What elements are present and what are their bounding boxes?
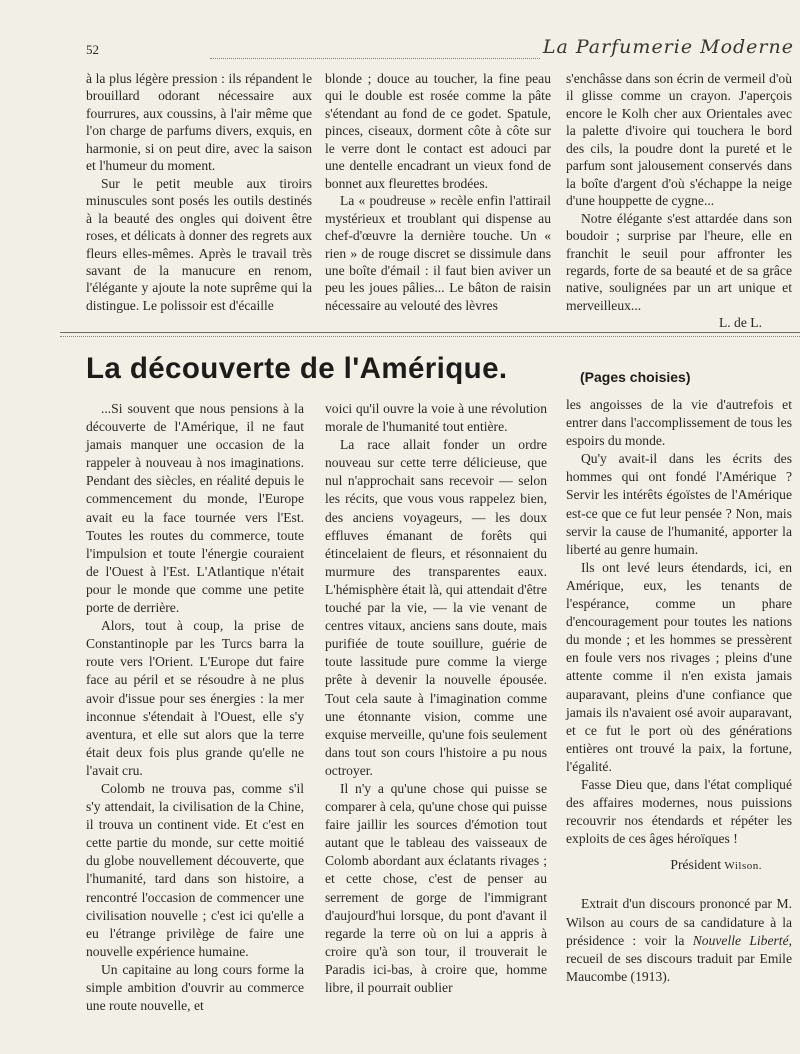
paragraph: s'enchâsse dans son écrin de vermeil d'où il glisse comme un crayon. J'aperçois encore le Kolh cher aux Orientales avec la palette d'ivoire qui touchera le bord des cils, la poudre dont la pureté et le parfum sont jalousement conservés dans la boîte d'argent d'où s'échappe la neige d'une houppette de cygne... xyxy=(566,71,792,209)
paragraph: les angoisses de la vie d'autrefois et entrer dans l'accomplissement de tous les espoirs du monde. xyxy=(566,397,792,449)
article-column-2 xyxy=(325,400,547,997)
paragraph: La race allait fonder un ordre nouveau sur cette terre délicieuse, que nul n'approchait sans recevoir — selon les récits, que vous vous rappelez bien, des anciens voyageurs, — les doux effluves émanant de forêts qui étincelaient de fleurs, et résonnaient du murmure des transparentes eaux. L'hémisphère était là, qui attendait d'être touché par la vie, — la vie venant de centres vitaux, anciens sans doute, mais purifiée de toute souillure, guérie de toute lassitude pure comme la vierge prête à devenir la nouvelle épousée. Tout cela saute à l'imagination comme une étonnante vision, comme une exquise merveille, qu'une fois seulement dans tout son cours l'histoire a pu nous octroyer. xyxy=(325,437,547,778)
paragraph: Sur le petit meuble aux tiroirs minuscules sont posés les outils destinés à la beauté des ongles qui doivent être roses, et délicats à donner des regrets aux fleurs elles-mêmes. Après le travail très savant de la manucure en renom, l'élégante y ajoute la note suprême qui la distingue. Le polissoir est d'écaille xyxy=(86,175,312,313)
paragraph: Colomb ne trouva pas, comme s'il s'y attendait, la civilisation de la Chine, il trouva un continent vide. Et c'est en cette partie du monde, sur cette moitié du globe nouvellement découverte, que l'humanité, tard dans son histoire, a rencontré l'occasion de commencer une civilisation nouvelle ; c'est ici qu'elle a eu l'étrange privilège de faire une nouvelle expérience humaine. xyxy=(86,780,304,959)
header-rule xyxy=(210,58,540,59)
book-title: Nouvelle Liberté xyxy=(692,932,789,948)
article-column-3 xyxy=(566,396,792,986)
article-subtitle: (Pages choisies) xyxy=(580,369,691,385)
continuation-column-1 xyxy=(86,70,312,314)
paragraph: Qu'y avait-il dans les écrits des hommes qui ont fondé l'Amérique ? Servir les intérêts égoïstes de l'Amérique est-ce que ce fut leur pensée ? Non, mais servir la cause de l'humanité, apporter la liberté au genre humain. xyxy=(566,451,792,557)
continuation-column-3 xyxy=(566,70,792,332)
continuation-column-2 xyxy=(325,70,551,314)
section-divider-dotted xyxy=(60,336,800,337)
page-number: 52 xyxy=(86,42,99,57)
article-column-1 xyxy=(86,400,304,1015)
paragraph: Ils ont levé leurs étendards, ici, en Amérique, eux, les tenants de l'espérance, comme un phare d'encouragement pour toutes les nations du monde ; et les hommes se pressèrent en foule vers nos rivages ; pleins d'une attente comme il n'en exista jamais auparavant, pleins d'une confiance que jamais ils n'avaient osé avoir auparavant, et ce fut le port où des générations entières ont trouvé la paix, la fortune, l'égalité. xyxy=(566,559,792,774)
continuation-signature: L. de L. xyxy=(718,315,762,331)
paragraph: Fasse Dieu que, dans l'état compliqué des affaires modernes, nous puissions recouvrir nos étendards et répéter les exploits de ces âges héroïques ! xyxy=(566,776,792,847)
journal-title: La Parfumerie Moderne xyxy=(542,36,794,58)
paragraph: blonde ; douce au toucher, la fine peau qui le double est rosée comme la pâte s'étendant au fond de ce godet. Spatule, pinces, ciseaux, dorment côte à côte sur le verre dont le contact est adouci par une dentelle encadrant un vieux fond de bonnet aux fleurettes brodées. xyxy=(325,71,551,191)
extract-note xyxy=(566,895,792,985)
paragraph: voici qu'il ouvre la voie à une révolution morale de l'humanité tout entière. xyxy=(325,401,547,435)
section-divider xyxy=(60,332,800,333)
extract-text-end: , recueil de ses discours traduit par Emile Maucombe (1913). xyxy=(566,932,793,984)
paragraph: La « poudreuse » recèle enfin l'attirail mystérieux et troublant qui dispense au chef-d'œuvre la dernière touche. Un « rien » de rouge discret se dissimule dans une boîte d'émail : il faut bien aviver un peu les joues pâlies... Le bâton de raisin nécessaire au velouté des lèvres xyxy=(325,193,551,313)
article-title: La découverte de l'Amérique. xyxy=(86,352,508,385)
paragraph: Notre élégante s'est attardée dans son boudoir ; surprise par l'heure, elle en franchit le seuil pour affronter les regards, forte de sa beauté et de sa grâce native, soulignées par un art unique et merveilleux... xyxy=(566,210,792,313)
extract-text: Extrait d'un discours prononcé par M. Wilson au cours de sa candidature à la présidence : voir la xyxy=(566,896,792,948)
paragraph: Il n'y a qu'une chose qui puisse se comparer à cela, qu'une chose qui puisse faire jaillir les sources d'émotion tout autant que le tableau des vaisseaux de Colomb abordant aux éclatants rivages ; et cette chose, c'est de penser au serrement de gorge de l'immigrant d'aujourd'hui lorsque, du pont d'avant il regarde la terre où on lui a appris à croire qu'à son tour, il trouverait le Paradis ici-bas, à croire que, homme libre, il pourrait oublier xyxy=(325,780,547,995)
paragraph: ...Si souvent que nous pensions à la découverte de l'Amérique, il ne faut jamais manquer une occasion de la rappeler à nouveau à nos imaginations. Pendant des siècles, en réalité depuis le commencement du monde, l'Europe avait eu la face tournée vers l'Est. Toutes les routes du commerce, toute l'impulsion et toute l'énergie couraient de l'Ouest à l'Est. L'Atlantique n'était pour le monde que comme une petite porte de derrière. xyxy=(86,401,304,616)
paragraph: à la plus légère pression : ils répandent le brouillard odorant nécessaire aux fourrures, aux coussins, à l'air même que l'on charge de parfums divers, exquis, en harmonie, si on peut dire, avec la saison et l'humeur du moment. xyxy=(86,71,312,174)
page-header xyxy=(60,36,800,66)
author-signature xyxy=(566,856,762,875)
paragraph: Un capitaine au long cours forme la simple ambition d'ouvrir au commerce une route nouvelle, et xyxy=(86,961,304,1014)
paragraph: Alors, tout à coup, la prise de Constantinople par les Turcs barra la route vers l'Orient. L'Europe dut faire face au péril et se résoudre à ne plus avoir d'issue pour ses énergies : la mer inconnue s'étendait à l'Ouest, elle s'y aventura, et elle sut alors que la terre était deux fois plus grande qu'elle ne l'avait cru. xyxy=(86,618,304,778)
author-name: Wilson. xyxy=(724,860,762,873)
author-title: Président xyxy=(670,857,721,873)
